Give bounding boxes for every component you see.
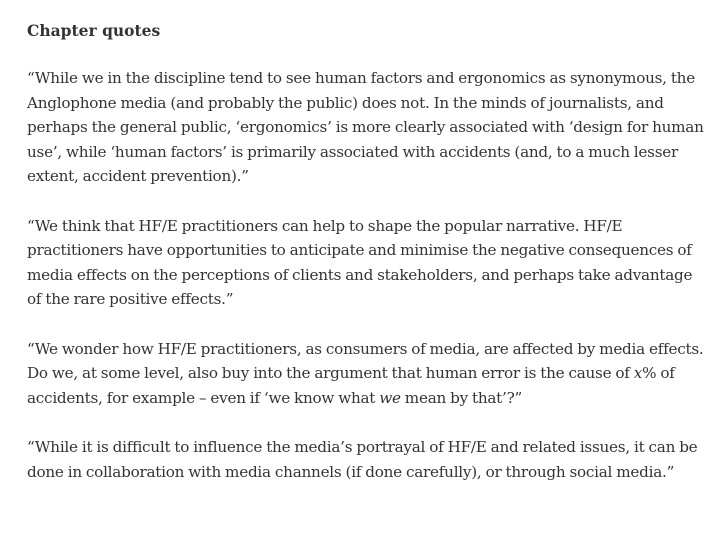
quote-3-part-1: “We wonder how HF/E practitioners, as consumers of media, are affected by media effects. Do we, at some level, also buy into the argument that human error is the cause of	[27, 339, 704, 383]
quote-3	[27, 337, 707, 411]
section-heading: Chapter quotes	[27, 21, 161, 40]
quote-2: “We think that HF/E practitioners can help to shape the popular narrative. HF/E practitioners have opportunities to anticipate and minimise the negative consequences of media effects on the perceptions of clients and stakeholders, and perhaps take advantage of the rare positive effects.”	[27, 216, 693, 309]
quote-3-part-2: % of accidents, for example – even if ‘we know what	[27, 364, 675, 407]
document-page	[27, 18, 707, 509]
quote-3-emphasis-x: x	[633, 364, 643, 383]
quote-3-part-3: mean by that’?”	[400, 388, 523, 407]
quote-1: “While we in the discipline tend to see human factors and ergonomics as synonymous, the Anglophone media (and probably the public) does not. In the minds of journalists, and perhaps the general public, ‘ergonomics’ is more clearly associated with ‘design for human use’, while ‘human factors’ is primarily associated with accidents (and, to a much lesser extent, accident prevention).”	[27, 69, 704, 186]
quote-4: “While it is difficult to influence the media’s portrayal of HF/E and related issues, it can be done in collaboration with media channels (if done carefully), or through social media.”	[27, 437, 698, 481]
quote-3-emphasis-we: we	[379, 388, 401, 407]
